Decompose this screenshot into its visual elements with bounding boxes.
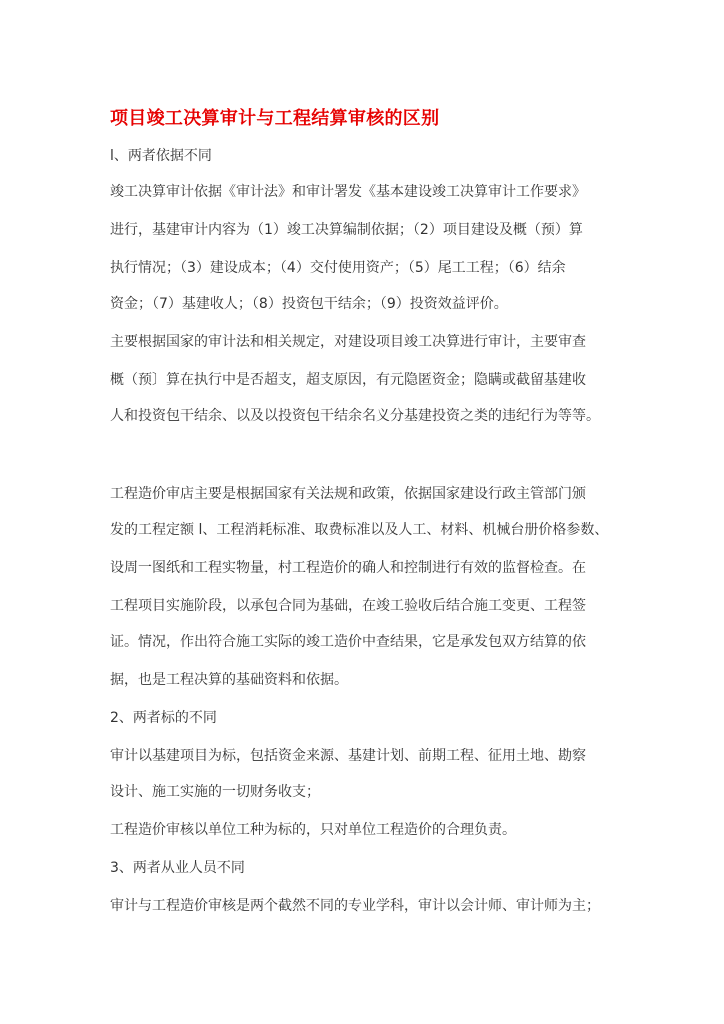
paragraph-line: 人和投资包干结余、以及以投资包干结余名义分基建投资之类的违纪行为等等。: [110, 408, 600, 424]
paragraph-line: 工程项目实施阶段，以承包合同为基础，在竣工验收后结合施工变更、工程签: [110, 598, 586, 614]
section-heading-staff: 3、两者从业人员不同: [110, 860, 245, 876]
paragraph-line: 资金；（7）基建收人；（8）投资包干结余；（9）投资效益评价。: [110, 296, 508, 312]
section-heading-basis: l、两者依据不同: [110, 148, 212, 164]
section-heading-target: 2、两者标的不同: [110, 710, 217, 726]
paragraph-line: 概（预〕算在执行中是否超支，超支原因，有元隐匿资金；隐瞒或截留基建收: [110, 372, 586, 388]
paragraph-line: 据，也是工程决算的基础资料和依据。: [110, 672, 348, 688]
paragraph-line: 工程造价审店主要是根据国家有关法规和政策，依据国家建设行政主管部门颁: [110, 486, 586, 502]
paragraph-line: 审计以基建项目为标，包括资金来源、基建计划、前期工程、征用土地、勘察: [110, 748, 586, 764]
paragraph-line: 设周一图纸和工程实物量，村工程造价的确人和控制进行有效的监督检查。在: [110, 560, 586, 576]
paragraph-line: 审计与工程造价审核是两个截然不同的专业学科，审计以会计师、审计师为主；: [110, 898, 600, 914]
paragraph-line: 设计、施工实施的一切财务收支；: [110, 784, 320, 800]
paragraph-line: 发的工程定额 l、工程消耗标准、取费标准以及人工、材料、机械台册价格参数、: [110, 522, 609, 538]
paragraph-line: 主要根据国家的审计法和相关规定，对建设项目竣工决算进行审计，主要审查: [110, 334, 586, 350]
paragraph-line: 执行情况；（3）建设成本；（4）交付使用资产；（5）尾工工程；（6）结余: [110, 260, 566, 276]
paragraph-line: 竣工决算审计依据《审计法》和审计署发《基本建设竣工决算审计工作要求》: [110, 184, 586, 200]
paragraph-line: 进行，基建审计内容为（1）竣工决算编制依据；（2）项目建设及概（预）算: [110, 222, 583, 238]
paragraph-line: 工程造价审核以单位工种为标的，只对单位工程造价的合理负责。: [110, 822, 516, 838]
document-title: 项目竣工决算审计与工程结算审核的区别: [110, 108, 440, 129]
paragraph-line: 证。情况，作出符合施工实际的竣工造价中查结果，它是承发包双方结算的依: [110, 634, 586, 650]
